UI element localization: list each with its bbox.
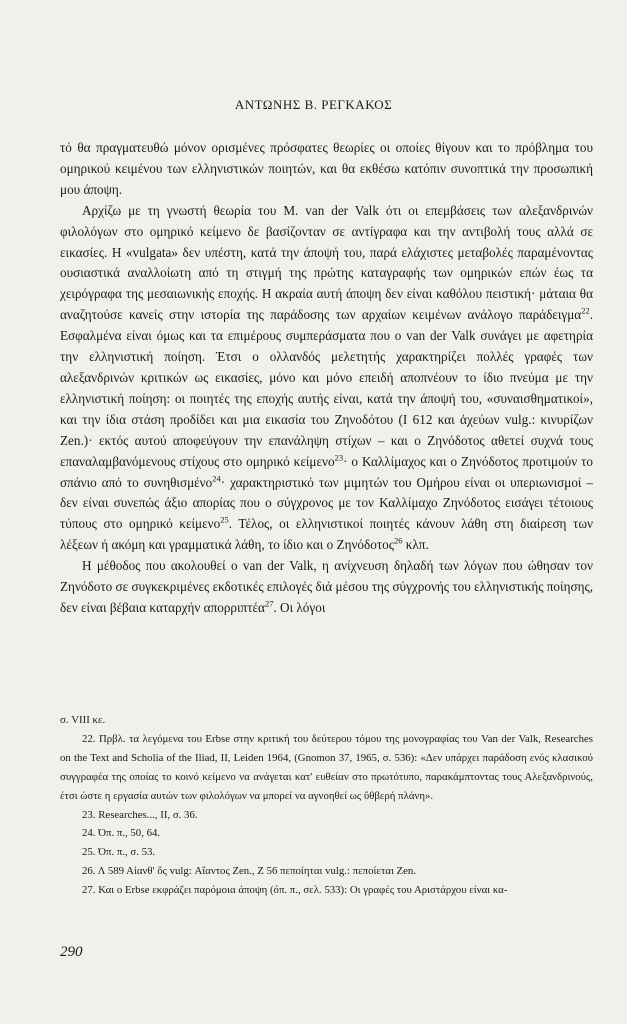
paragraph-1: τό θα πραγματευθώ μόνον ορισμένες πρόσφατες θεωρίες οι οποίες θίγουν και το πρόβλημα του ομηρικού κειμένου των ελληνιστικών ποιητών, και θα εκθέσω κατόπιν συνοπτικά την προσωπική μου άποψη. <box>60 140 593 197</box>
paragraph-2-text-c: · ο Καλλίμαχος και ο Ζηνόδοτος προτιμούν το σπάνιο από το συνηθισμένο <box>60 453 594 490</box>
footnote-ref-26: 26 <box>393 535 403 546</box>
footnote-continuation: σ. VIII κε. <box>60 714 106 726</box>
footnote-27: 27. Και ο Erbse εκφράζει παρόμοια άποψη (όπ. π., σελ. 533): Οι γραφές του Αριστάρχου είναι κα- <box>82 884 508 897</box>
footnote-23: 23. Researches..., ΙΙ, σ. 36. <box>82 808 198 821</box>
footnote-ref-25: 25 <box>220 514 229 525</box>
paragraph-2-text-f: κλπ. <box>402 537 429 553</box>
footnote-22: 22. Πρβλ. τα λεγόμενα του Erbse στην κριτική του δεύτερου τόμου της μονογραφίας του Van der Valk, Researches on the Text and Scholia of the Iliad, II, Leiden 1964, (Gnomon 37, 1965, σ. 536): «Δεν υπάρχει παράδοση ενός κλασικού συγγραφέα της οποίας το κοινό κείμενο να ανάγεται κατ' ευθείαν στο πρωτότυπο, παρακάμπτοντας τους Αλεξανδρινούς, έτσι ώστε η εργασία αυτών των φιλολόγων να μπορεί να αγνοηθεί ως ὕθβερή πλάνη». <box>60 732 593 802</box>
footnotes <box>60 711 593 900</box>
paragraph-3-text-a: Η μέθοδος που ακολουθεί ο van der Valk, η ανίχνευση δηλαδή των λόγων που ώθησαν τον Ζηνόδοτο σε συγκεκριμένες εκδοτικές επιλογές διά μέσου της σύγχρονής του ελληνιστικής ποίησης, δεν είναι βέβαια καταρχήν απορριπτέα <box>60 558 593 615</box>
footnote-25: 25. Όπ. π., σ. 53. <box>82 846 156 859</box>
paragraph-2-text-e: . Τέλος, οι ελληνιστικοί ποιητές κάνουν λάθη στη διαίρεση των λέξεων ή ακόμη και γραμματικά λάθη, το ίδιο και ο Ζηνόδοτος <box>60 516 593 553</box>
paragraph-3-text-b: . Οι λόγοι <box>273 599 326 615</box>
page-number: 290 <box>60 944 83 960</box>
main-text <box>60 138 593 619</box>
footnote-ref-27: 27 <box>264 598 274 609</box>
paragraph-2 <box>60 201 593 556</box>
paragraph-2-text-b: . Εσφαλμένα είναι όμως και τα επιμέρους συμπεράσματα που ο van der Valk συνάγει με αφετηρία την ελληνιστική ποίηση. Έτσι ο ολλανδός μελετητής χαρακτηρίζει πολλές γραφές των αλεξανδρινών κριτικών ως εικασίες, μόνο και μόνο επειδή αποπνέουν το ίδιο πνεύμα με την ελληνιστική ποίηση: οι ποιητές της εποχής αυτής είναι, κατά την άποψή του, «συναισθηματικοί», και την ίδια στάση προδίδει και μια εικασία του Ζηνοδότου (Ι 612 και ἀχεύων vulg.: κινυρίζων Zen.)· εκτός αυτού αποφεύγουν την επανάληψη στίχων – και ο Ζηνόδοτος αθετεί συχνά τους επαναλαμβανόμενους στίχους στο ομηρικό κείμενο <box>60 307 593 469</box>
paragraph-3 <box>60 556 593 619</box>
paragraph-2-text-a: Αρχίζω με τη γνωστή θεωρία του Μ. van der Valk ότι οι επεμβάσεις των αλεξανδρινών φιλολόγων στο ομηρικό κείμενο δε βασίζονταν σε αντίγραφα και την αντιβολή τους αλλά σε εικασίες. Η «vulgata» δεν υπέστη, κατά την άποψή του, παρά ελάχιστες μεταβολές παραμένοντας ουσιαστικά αναλλοίωτη από τη στιγμή της πρώτης καταγραφής των ομηρικών επών έως τα χειρόγραφα της μεσαιωνικής εποχής. Η ακραία αυτή άποψη δεν είναι καθόλου πειστική· μάταια θα αναζητούσε κανείς στην ιστορία της παράδοσης των αρχαίων κειμένων ανάλογο παράδειγμα <box>60 202 593 323</box>
paragraph-2-text-d: · χαρακτηριστικό των μιμητών του Ομήρου είναι οι υπεριωνισμοί – δεν είναι συνεπώς άξιο απορίας που ο σύγχρονος με τον Καλλίμαχο Ζηνόδοτος εισάγει τέτοιους τύπους στο ομηρικό κείμενο <box>60 474 593 532</box>
footnote-ref-24: 24 <box>212 473 221 484</box>
footnote-ref-23: 23 <box>334 452 344 463</box>
footnote-ref-22: 22 <box>581 305 590 316</box>
running-header: ΑΝΤΩΝΗΣ Β. ΡΕΓΚΑΚΟΣ <box>234 97 393 112</box>
footnote-24: 24. Όπ. π., 50, 64. <box>82 827 161 840</box>
footnote-26: 26. Λ 589 Αἰανθ' ὅς vulg: Αἴαντος Zen., Ζ 56 πεποίηται vulg.: πεποίεται Zen. <box>82 865 417 878</box>
